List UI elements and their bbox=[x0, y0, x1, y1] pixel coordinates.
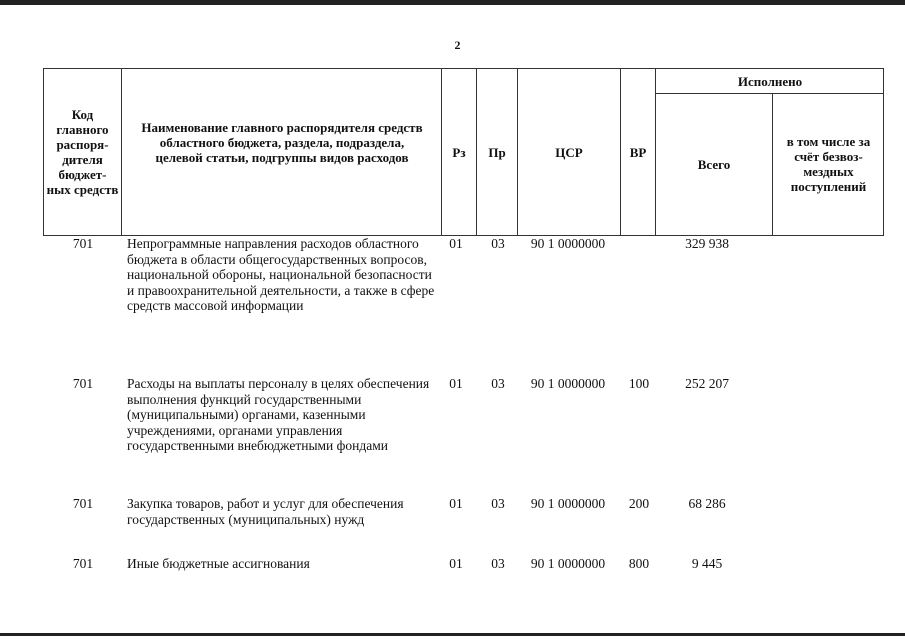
header-executed: Исполнено bbox=[737, 74, 803, 89]
header-name: Наименование главного распорядителя средств областного бюджета, раздела, подраздела, целевой статьи, подгруппы видов расходов bbox=[141, 120, 423, 165]
cell-vr: 100 bbox=[628, 376, 650, 391]
header-csr: ЦСР bbox=[555, 144, 583, 160]
cell-pr: 03 bbox=[491, 236, 505, 251]
cell-code: 701 bbox=[72, 496, 94, 511]
cell-total: 252 207 bbox=[685, 376, 729, 391]
header-pr: Пр bbox=[488, 144, 506, 160]
cell-csr: 90 1 0000000 bbox=[530, 376, 606, 391]
table-row bbox=[43, 376, 884, 476]
cell-code: 701 bbox=[72, 556, 94, 571]
cell-csr: 90 1 0000000 bbox=[530, 236, 606, 251]
cell-rz: 01 bbox=[449, 556, 463, 571]
cell-rz: 01 bbox=[449, 376, 463, 391]
table-row bbox=[43, 236, 884, 360]
cell-code: 701 bbox=[72, 236, 94, 251]
cell-csr: 90 1 0000000 bbox=[530, 496, 606, 511]
cell-name: Непрограммные направления расходов областного бюджета в области общегосударственных вопросов, национальной обороны, национальной безопасности и правоохранительной деятельности, а также в сфере средств массовой информации bbox=[127, 236, 435, 313]
cell-code: 701 bbox=[72, 376, 94, 391]
cell-total: 68 286 bbox=[688, 496, 726, 511]
cell-name: Расходы на выплаты персоналу в целях обеспечения выполнения функций государственными (муниципальными) органами, казенными учреждениями, органами управления государственными внебюджетными фондами bbox=[127, 376, 430, 453]
bottom-rule bbox=[0, 633, 905, 636]
header-rz: Рз bbox=[452, 144, 466, 160]
cell-name: Закупка товаров, работ и услуг для обеспечения государственных (муниципальных) нужд bbox=[127, 496, 404, 527]
column-divider bbox=[121, 68, 122, 236]
cell-pr: 03 bbox=[491, 496, 505, 511]
cell-pr: 03 bbox=[491, 376, 505, 391]
table-row bbox=[43, 556, 884, 576]
cell-rz: 01 bbox=[449, 496, 463, 511]
cell-pr: 03 bbox=[491, 556, 505, 571]
header-total: Всего bbox=[697, 156, 731, 172]
page-number: 2 bbox=[454, 38, 461, 52]
cell-name: Иные бюджетные ассигнования bbox=[127, 556, 310, 571]
cell-total: 329 938 bbox=[685, 236, 729, 251]
cell-total: 9 445 bbox=[691, 556, 723, 571]
cell-rz: 01 bbox=[449, 236, 463, 251]
table-row bbox=[43, 496, 884, 548]
header-code: Код главного распоря- дителя бюджет- ных средств bbox=[46, 107, 119, 197]
header-including: в том числе за счёт безвоз- мездных поступлений bbox=[786, 134, 871, 194]
cell-vr: 800 bbox=[628, 556, 650, 571]
header-vr: ВР bbox=[629, 144, 647, 160]
cell-vr: 200 bbox=[628, 496, 650, 511]
top-rule bbox=[0, 0, 905, 5]
cell-csr: 90 1 0000000 bbox=[530, 556, 606, 571]
